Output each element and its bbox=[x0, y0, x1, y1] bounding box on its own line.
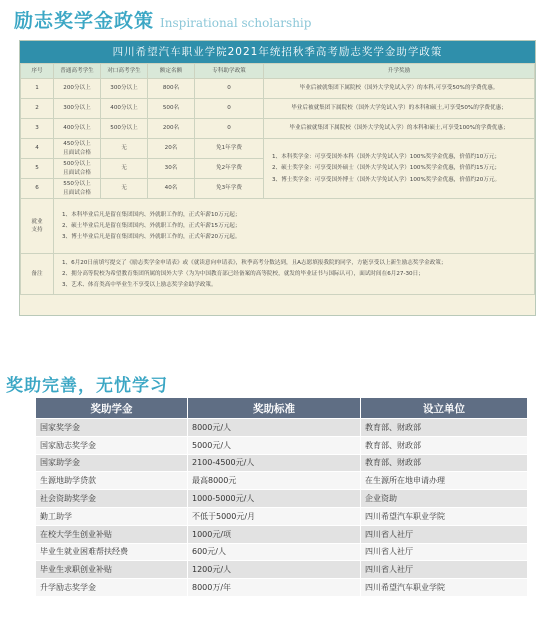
table-cell: 毕业后被就集团下属院校（国外大学免试入学）的本科和硕士,可享受100%的学费优惠； bbox=[264, 119, 535, 139]
table-cell: 四川希望汽车职业学院 bbox=[361, 507, 528, 525]
table-cell: 国家励志奖学金 bbox=[36, 436, 188, 454]
table-row bbox=[36, 419, 528, 437]
table-cell: 四川省人社厅 bbox=[361, 525, 528, 543]
column-header: 普通高考学生 bbox=[54, 64, 101, 79]
support-label: 就业 支持 bbox=[21, 199, 54, 254]
table-cell: 勤工助学 bbox=[36, 507, 188, 525]
aid-header-row bbox=[36, 398, 528, 419]
table-cell: 40名 bbox=[148, 179, 195, 199]
table-row bbox=[36, 472, 528, 490]
table-cell: 400分以上 bbox=[54, 119, 101, 139]
table-cell: 450分以上 且面试合格 bbox=[54, 139, 101, 159]
note-line: 1、6月20日前填写提交了《励志奖学金申请表》或《就读意向申请表》，秋季高考分数达到，且A志愿填报我院的同学，方能享受以上新生励志奖学金政策； bbox=[62, 259, 447, 266]
table-cell: 500名 bbox=[148, 99, 195, 119]
support-row bbox=[21, 199, 535, 254]
merged-reward-cell bbox=[264, 139, 535, 199]
table-cell: 5000元/人 bbox=[188, 436, 361, 454]
policy-banner: 四川希望汽车职业学院2021年统招秋季高考励志奖学金助学政策 bbox=[20, 41, 535, 63]
table-cell: 四川省人社厅 bbox=[361, 561, 528, 579]
column-header: 额定名额 bbox=[148, 64, 195, 79]
support-cell bbox=[54, 199, 535, 254]
table-row bbox=[36, 561, 528, 579]
policy-panel bbox=[19, 40, 536, 316]
note-line: 3、艺术、体育类高中毕业生不享受以上励志奖学金助学政策。 bbox=[62, 282, 217, 289]
table-cell: 免2年学费 bbox=[195, 159, 264, 179]
aid-table bbox=[35, 397, 528, 597]
support-line: 1、本科毕业后凡是留在集团国内、外就职工作的，正式年薪10万元起； bbox=[62, 211, 241, 218]
table-row bbox=[36, 436, 528, 454]
table-cell: 在生源所在地申请办理 bbox=[361, 472, 528, 490]
column-header: 升学奖励 bbox=[264, 64, 535, 79]
table-cell: 2 bbox=[21, 99, 54, 119]
table-cell: 最高8000元 bbox=[188, 472, 361, 490]
reward-line: 2、硕士奖学金：可享受国外硕士（国外大学免试入学）100%奖学金优惠，价值约15万元； bbox=[272, 165, 501, 172]
table-cell: 免3年学费 bbox=[195, 179, 264, 199]
table-cell: 不低于5000元/月 bbox=[188, 507, 361, 525]
table-cell: 0 bbox=[195, 119, 264, 139]
table-cell: 500分以上 bbox=[101, 119, 148, 139]
table-cell: 教育部、财政部 bbox=[361, 419, 528, 437]
table-row bbox=[36, 454, 528, 472]
table-row bbox=[21, 79, 535, 99]
table-cell: 0 bbox=[195, 99, 264, 119]
table-cell: 400分以上 bbox=[101, 99, 148, 119]
table-cell: 500分以上 且面试合格 bbox=[54, 159, 101, 179]
table-row bbox=[21, 119, 535, 139]
table-row bbox=[21, 139, 535, 159]
table-cell: 1200元/人 bbox=[188, 561, 361, 579]
table-row bbox=[21, 99, 535, 119]
table-row bbox=[36, 579, 528, 597]
table-cell: 600元/人 bbox=[188, 543, 361, 561]
table-cell: 无 bbox=[101, 179, 148, 199]
page-subtitle: Inspirational scholarship bbox=[160, 16, 312, 30]
column-header: 序号 bbox=[21, 64, 54, 79]
table-cell: 300分以上 bbox=[54, 99, 101, 119]
table-cell: 四川省人社厅 bbox=[361, 543, 528, 561]
column-header: 奖助标准 bbox=[188, 398, 361, 419]
table-cell: 毕业生就业困难帮扶经费 bbox=[36, 543, 188, 561]
section-title: 奖助完善，无忧学习 bbox=[6, 376, 168, 396]
table-cell: 200名 bbox=[148, 119, 195, 139]
table-row bbox=[36, 543, 528, 561]
table-cell: 毕业生求职创业补贴 bbox=[36, 561, 188, 579]
table-cell: 6 bbox=[21, 179, 54, 199]
table-cell: 毕业后被就集团下属院校（国外大学免试入学）的本科,可享受50%的学费优惠。 bbox=[264, 79, 535, 99]
table-cell: 550分以上 且面试合格 bbox=[54, 179, 101, 199]
table-cell: 1000元/项 bbox=[188, 525, 361, 543]
policy-table bbox=[20, 63, 535, 295]
table-cell: 社会资助奖学金 bbox=[36, 490, 188, 508]
table-cell: 升学励志奖学金 bbox=[36, 579, 188, 597]
support-line: 2、硕士毕业后凡是留在集团国内、外就职工作的，正式年薪15万元起； bbox=[62, 222, 241, 229]
page-title: 励志奖学金政策 bbox=[14, 10, 155, 32]
table-cell: 4 bbox=[21, 139, 54, 159]
table-cell: 国家奖学金 bbox=[36, 419, 188, 437]
notes-row bbox=[21, 254, 535, 295]
table-cell: 教育部、财政部 bbox=[361, 454, 528, 472]
table-cell: 0 bbox=[195, 79, 264, 99]
table-cell: 四川希望汽车职业学院 bbox=[361, 579, 528, 597]
table-cell: 20名 bbox=[148, 139, 195, 159]
notes-label: 备注 bbox=[21, 254, 54, 295]
table-cell: 200分以上 bbox=[54, 79, 101, 99]
table-cell: 无 bbox=[101, 139, 148, 159]
table-cell: 生源地助学贷款 bbox=[36, 472, 188, 490]
table-cell: 30名 bbox=[148, 159, 195, 179]
column-header: 专科助学政策 bbox=[195, 64, 264, 79]
table-cell: 毕业后被就集团下属院校（国外大学免试入学）的本科和硕士,可享受50%的学费优惠； bbox=[264, 99, 535, 119]
table-cell: 3 bbox=[21, 119, 54, 139]
column-header: 对口高考学生 bbox=[101, 64, 148, 79]
table-cell: 1 bbox=[21, 79, 54, 99]
table-row bbox=[36, 525, 528, 543]
page-header bbox=[14, 6, 311, 36]
table-cell: 在校大学生创业补贴 bbox=[36, 525, 188, 543]
column-header: 奖助学金 bbox=[36, 398, 188, 419]
table-row bbox=[36, 507, 528, 525]
table-cell: 1000-5000元/人 bbox=[188, 490, 361, 508]
table-cell: 300分以上 bbox=[101, 79, 148, 99]
table-cell: 8000元/人 bbox=[188, 419, 361, 437]
table-row bbox=[36, 490, 528, 508]
reward-line: 3、博士奖学金：可享受国外博士（国外大学免试入学）100%奖学金优惠，价值约20万元。 bbox=[272, 176, 501, 183]
table-cell: 国家助学金 bbox=[36, 454, 188, 472]
table-cell: 800名 bbox=[148, 79, 195, 99]
table-cell: 2100-4500元/人 bbox=[188, 454, 361, 472]
table-cell: 8000万/年 bbox=[188, 579, 361, 597]
table-cell: 免1年学费 bbox=[195, 139, 264, 159]
table-cell: 无 bbox=[101, 159, 148, 179]
support-line: 3、博士毕业后凡是留在集团国内、外就职工作的，正式年薪20万元起。 bbox=[62, 234, 241, 241]
table-cell: 企业资助 bbox=[361, 490, 528, 508]
table-cell: 教育部、财政部 bbox=[361, 436, 528, 454]
notes-cell bbox=[54, 254, 535, 295]
column-header: 设立单位 bbox=[361, 398, 528, 419]
table-cell: 5 bbox=[21, 159, 54, 179]
note-line: 2、拥分高等院校为希望教育集团所属的国外大学（为为中国教育部已经备案的高等院校，就发的毕业证书与国际认可），面试时间在6月27-30日； bbox=[62, 270, 424, 277]
reward-line: 1、本科奖学金：可享受国外本科（国外大学免试入学）100%奖学金优惠，价值约10万元； bbox=[272, 154, 501, 161]
